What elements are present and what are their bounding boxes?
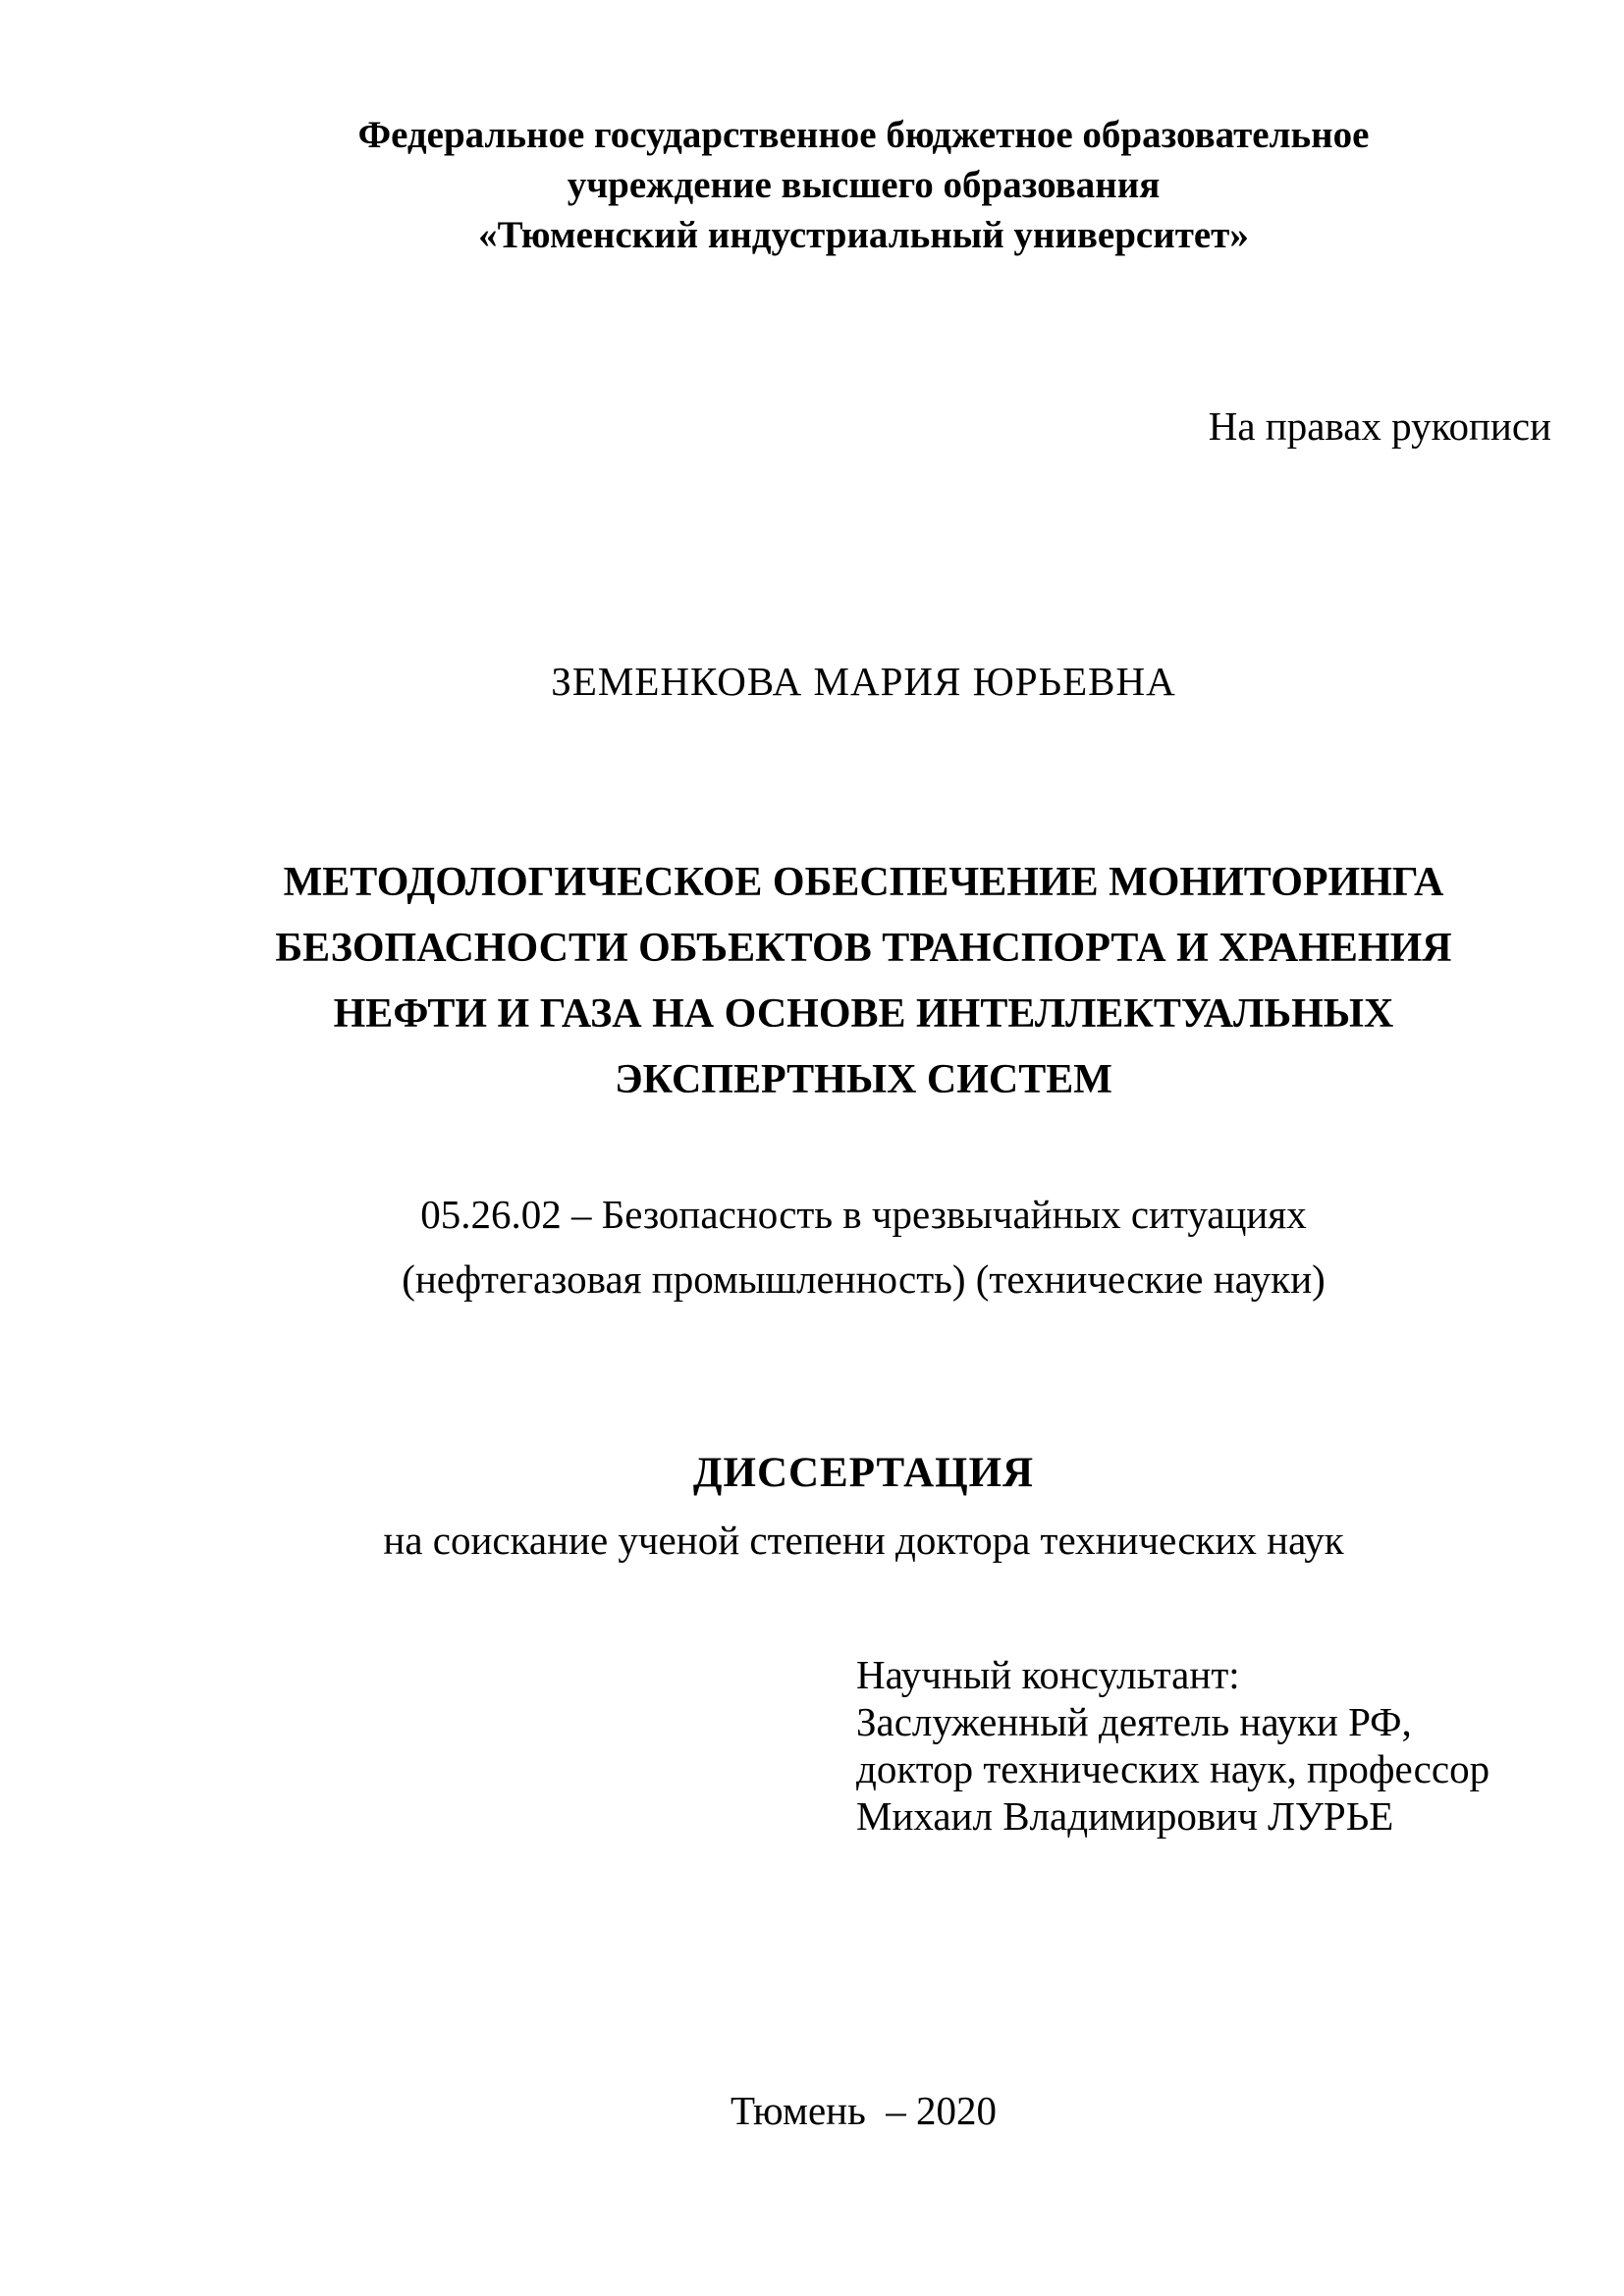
title-line-3: НЕФТИ И ГАЗА НА ОСНОВЕ ИНТЕЛЛЕКТУАЛЬНЫХ [333,991,1394,1037]
specialty-line-2: (нефтегазовая промышленность) (технические науки) [402,1256,1326,1302]
consultant-honor: Заслуженный деятель науки РФ, [856,1699,1412,1744]
title-line-2: БЕЗОПАСНОСТИ ОБЪЕКТОВ ТРАНСПОРТА И ХРАНЕНИЯ [275,926,1452,971]
specialty-line-1: 05.26.02 – Безопасность в чрезвычайных ситуациях [420,1192,1307,1237]
degree-line: на соискание ученой степени доктора технических наук [383,1518,1344,1563]
specialty-code [196,1182,1531,1311]
manuscript-rights-note: На правах рукописи [1208,403,1551,449]
institution-line-3: «Тюменский индустриальный университет» [478,214,1249,256]
institution-line-2: учреждение высшего образования [567,164,1161,206]
title-line-4: ЭКСПЕРТНЫХ СИСТЕМ [615,1057,1112,1102]
dissertation-title [196,850,1531,1113]
institution-header [196,110,1531,260]
document-type-label: ДИССЕРТАЦИЯ [692,1450,1035,1496]
consultant-block [856,1651,1489,1840]
city-year: Тюмень – 2020 [730,2088,998,2133]
consultant-degree: доктор технических наук, профессор [856,1746,1490,1791]
title-line-1: МЕТОДОЛОГИЧЕСКОЕ ОБЕСПЕЧЕНИЕ МОНИТОРИНГА [283,860,1444,905]
consultant-label: Научный консультант: [856,1652,1240,1697]
author-name: ЗЕМЕНКОВА МАРИЯ ЮРЬЕВНА [551,659,1176,704]
institution-line-1: Федеральное государственное бюджетное образовательное [357,114,1370,156]
consultant-name: Михаил Владимирович ЛУРЬЕ [856,1793,1394,1839]
